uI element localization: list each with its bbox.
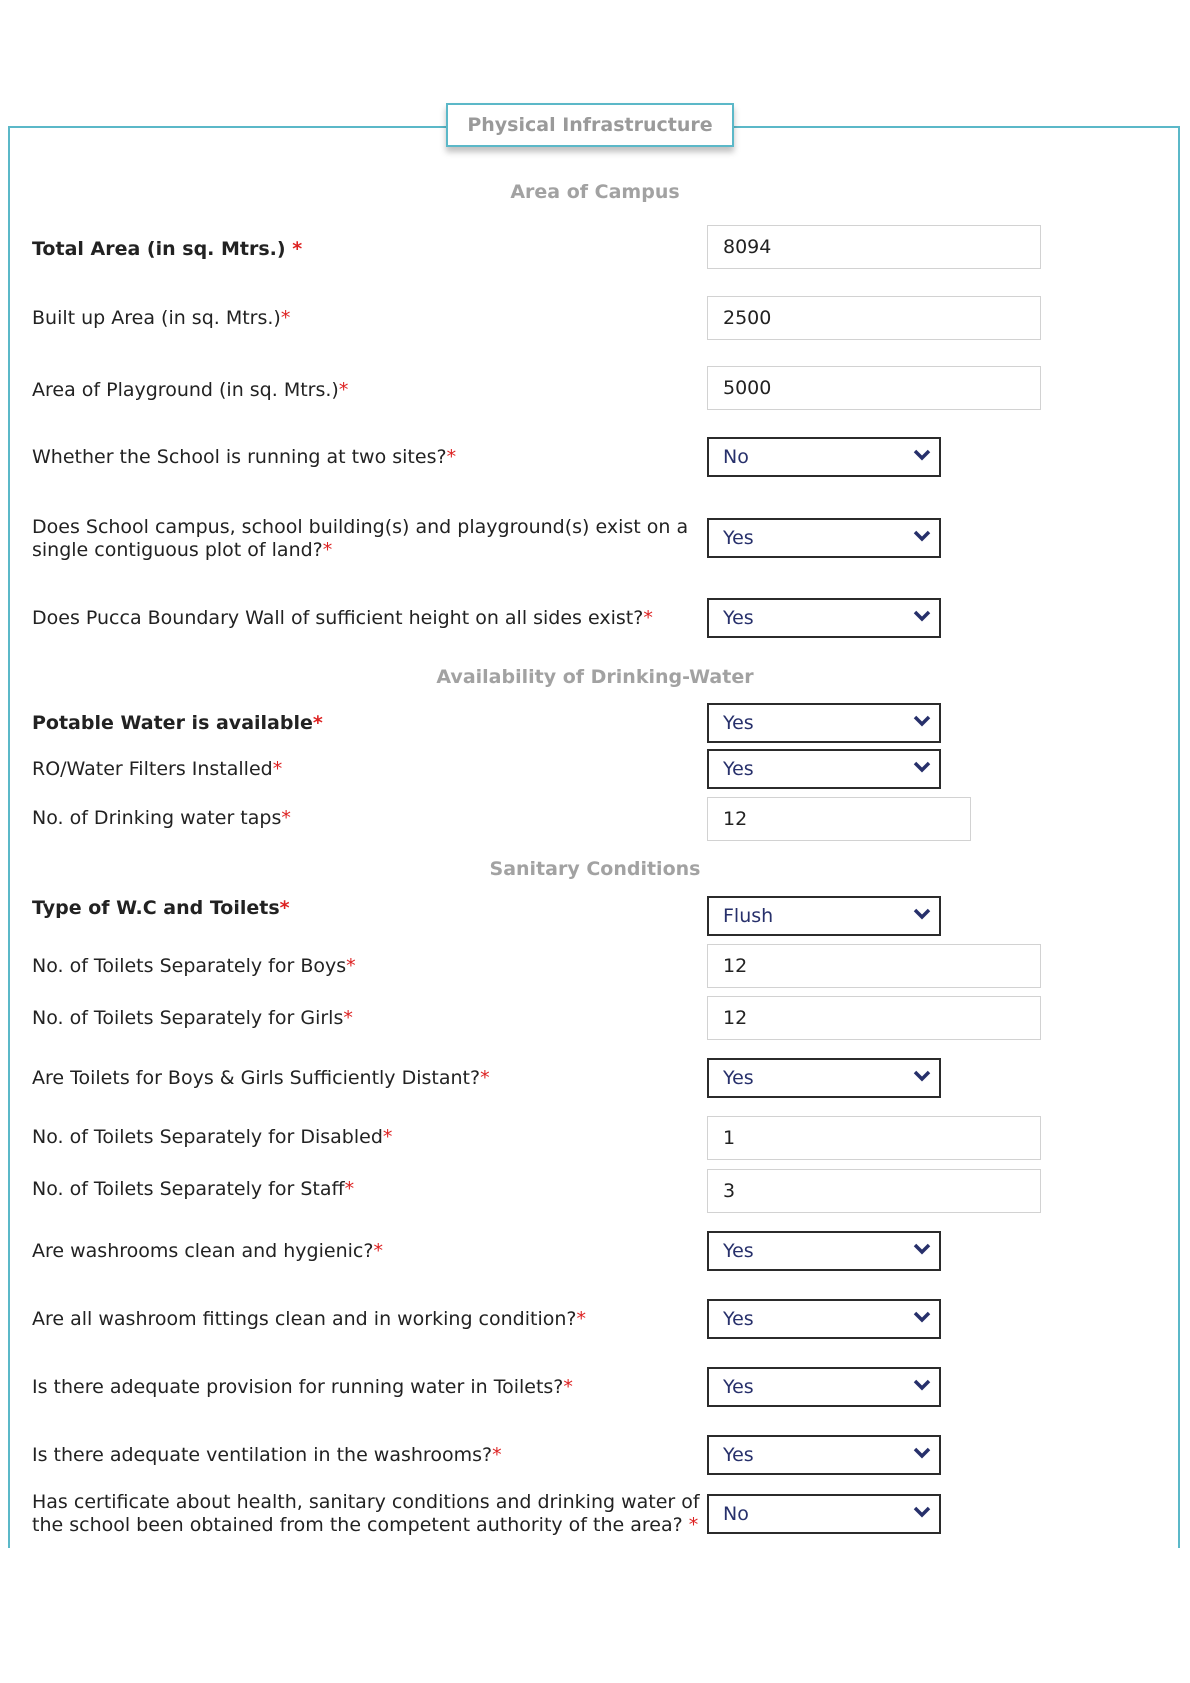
toilets-boys-input[interactable]: 12 (707, 944, 1041, 988)
two-sites-value: No (723, 446, 749, 468)
toilets-disabled-label: No. of Toilets Separately for Disabled* (32, 1126, 393, 1148)
toilets-distant-select[interactable] (707, 1058, 941, 1098)
washrooms-clean-label: Are washrooms clean and hygienic?* (32, 1240, 383, 1262)
section-title-sanitary: Sanitary Conditions (489, 858, 701, 880)
two-sites-select[interactable] (707, 437, 941, 477)
ro-filters-label: RO/Water Filters Installed* (32, 758, 283, 780)
fittings-clean-select[interactable] (707, 1299, 941, 1339)
ventilation-select[interactable] (707, 1435, 941, 1475)
chevron-down-icon (913, 448, 931, 462)
toilet-type-select[interactable] (707, 896, 941, 936)
toilets-staff-label: No. of Toilets Separately for Staff* (32, 1178, 355, 1200)
ventilation-label: Is there adequate ventilation in the washrooms?* (32, 1444, 502, 1466)
boundary-wall-value: Yes (723, 607, 754, 629)
chevron-down-icon (913, 1378, 931, 1392)
toilets-girls-input[interactable]: 12 (707, 996, 1041, 1040)
chevron-down-icon (913, 907, 931, 921)
washrooms-clean-value: Yes (723, 1240, 754, 1262)
playground-area-input[interactable]: 5000 (707, 366, 1041, 410)
contiguous-plot-value: Yes (723, 527, 754, 549)
contiguous-plot-label: Does School campus, school building(s) and playground(s) exist on a single contiguous plot of land?* (32, 516, 689, 561)
drinking-taps-input[interactable]: 12 (707, 797, 971, 841)
fittings-clean-value: Yes (723, 1308, 754, 1330)
toilets-boys-label: No. of Toilets Separately for Boys* (32, 955, 356, 977)
toilets-distant-label: Are Toilets for Boys & Girls Sufficiently Distant?* (32, 1067, 490, 1089)
health-certificate-select[interactable] (707, 1494, 941, 1534)
toilet-type-label: Type of W.C and Toilets* (32, 897, 290, 919)
fieldset-legend: Physical Infrastructure (446, 103, 734, 147)
chevron-down-icon (913, 1505, 931, 1519)
two-sites-label: Whether the School is running at two sites?* (32, 446, 457, 468)
potable-water-value: Yes (723, 712, 754, 734)
potable-water-select[interactable] (707, 703, 941, 743)
contiguous-plot-select[interactable] (707, 518, 941, 558)
toilets-staff-input[interactable]: 3 (707, 1169, 1041, 1213)
ventilation-value: Yes (723, 1444, 754, 1466)
chevron-down-icon (913, 1069, 931, 1083)
running-water-label: Is there adequate provision for running water in Toilets?* (32, 1376, 573, 1398)
boundary-wall-select[interactable] (707, 598, 941, 638)
chevron-down-icon (913, 1310, 931, 1324)
potable-water-label: Potable Water is available* (32, 712, 323, 734)
health-certificate-label: Has certificate about health, sanitary conditions and drinking water of the school been obtained from the competent authority of the area? * (32, 1491, 700, 1536)
chevron-down-icon (913, 609, 931, 623)
running-water-select[interactable] (707, 1367, 941, 1407)
toilets-disabled-input[interactable]: 1 (707, 1116, 1041, 1160)
boundary-wall-label: Does Pucca Boundary Wall of sufficient height on all sides exist?* (32, 607, 653, 629)
playground-area-label: Area of Playground (in sq. Mtrs.)* (32, 379, 349, 401)
ro-filters-select[interactable] (707, 749, 941, 789)
running-water-value: Yes (723, 1376, 754, 1398)
chevron-down-icon (913, 529, 931, 543)
section-title-water: Availability of Drinking-Water (436, 666, 754, 688)
chevron-down-icon (913, 714, 931, 728)
drinking-taps-label: No. of Drinking water taps* (32, 807, 291, 829)
toilet-type-value: Flush (723, 905, 774, 927)
washrooms-clean-select[interactable] (707, 1231, 941, 1271)
total-area-input[interactable]: 8094 (707, 225, 1041, 269)
toilets-distant-value: Yes (723, 1067, 754, 1089)
chevron-down-icon (913, 1446, 931, 1460)
toilets-girls-label: No. of Toilets Separately for Girls* (32, 1007, 353, 1029)
section-title-campus: Area of Campus (510, 181, 680, 203)
chevron-down-icon (913, 760, 931, 774)
fittings-clean-label: Are all washroom fittings clean and in working condition?* (32, 1308, 586, 1330)
built-up-area-label: Built up Area (in sq. Mtrs.)* (32, 307, 291, 329)
health-certificate-value: No (723, 1503, 749, 1525)
total-area-label: Total Area (in sq. Mtrs.) * (32, 238, 303, 260)
built-up-area-input[interactable]: 2500 (707, 296, 1041, 340)
chevron-down-icon (913, 1242, 931, 1256)
ro-filters-value: Yes (723, 758, 754, 780)
